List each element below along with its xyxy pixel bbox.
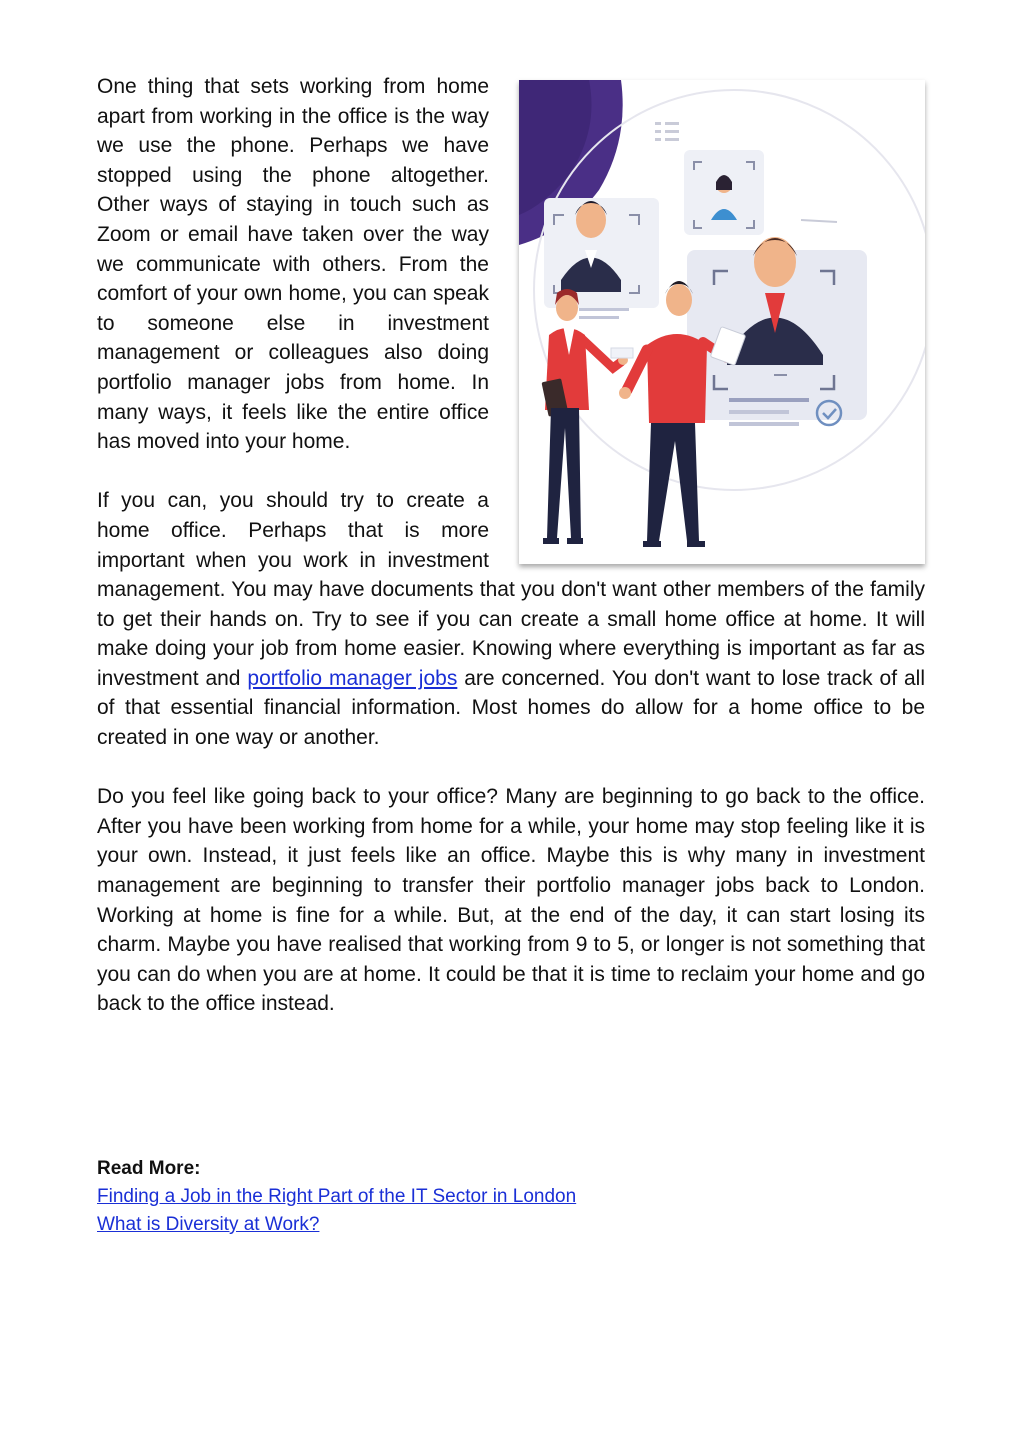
team-illustration-svg [519,80,925,564]
read-more-link-it-sector[interactable]: Finding a Job in the Right Part of the IT Sector in London [97,1186,577,1207]
article-body [97,72,925,1049]
read-more-title: Read More: [97,1158,201,1179]
paragraph-1: One thing that sets working from home apart from working in the office is the way we use the phone. Perhaps we have stopped using the phone altogether. Other ways of staying in touch such as Zoom or email have taken over the way we communicate with others. From the comfort of your own home, you can speak to someone else in investment management or colleagues also doing portfolio manager jobs from home. In many ways, it feels like the entire office has moved into your home. [97,75,489,454]
paragraph-2-text-a: If you can, you should try to create a home office. Perhaps that is more important when you work in investment management. You may have documents that you don't want other members of the family to get their hands on. Try to see if you can create a small home office at home. It will make doing your job from home easier. Knowing where everything is important as far as investment and [97,489,925,690]
paragraph-3: Do you feel like going back to your office? Many are beginning to go back to the office. After you have been working from home for a while, your home may stop feeling like it is your own. Instead, it just feels like an office. Maybe this is why many in investment management are beginning to transfer their portfolio manager jobs back to London. Working at home is fine for a while. But, at the end of the day, it can start losing its charm. Maybe you have realised that working from 9 to 5, or longer is not something that you can do when you are at home. It could be that it is time to reclaim your home and go back to the office instead. [97,785,925,1016]
read-more-section [97,1155,576,1239]
paragraph-2-text-b: are concerned. You don't want to lose track of all of that essential financial information. Most homes do allow for a home office to be created in one way or another. [97,666,925,750]
portfolio-manager-jobs-link[interactable]: portfolio manager jobs [247,666,458,690]
team-illustration [519,80,925,564]
read-more-link-diversity[interactable]: What is Diversity at Work? [97,1214,320,1235]
